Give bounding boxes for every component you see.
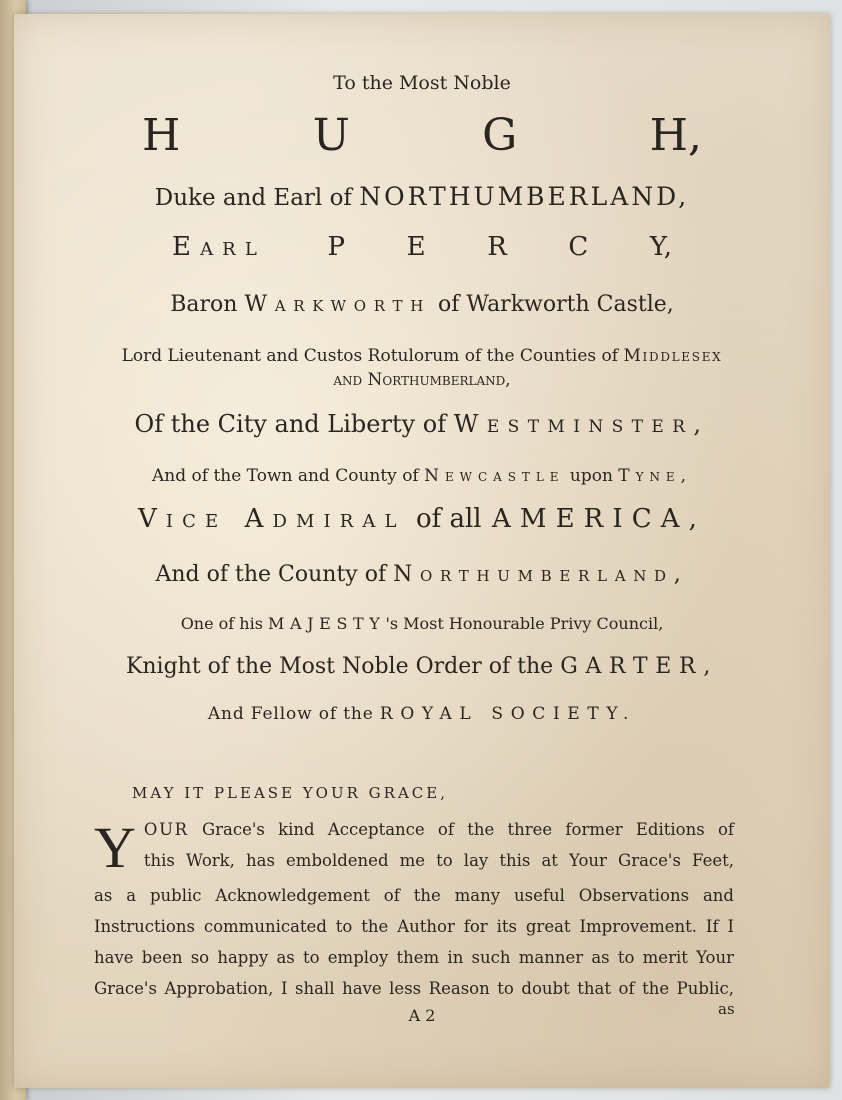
catchword: as: [718, 1000, 735, 1018]
newcastle: Newcastle: [424, 466, 565, 486]
garter-line: [14, 654, 830, 679]
vice-admiral: Vice Admiral: [138, 504, 406, 534]
garter: GARTER,: [560, 654, 719, 679]
of-all: of all: [415, 504, 482, 534]
knight-prefix: Knight of the Most Noble Order of the: [125, 654, 554, 679]
privy-prefix: One of his: [180, 614, 263, 633]
percy-letter-4: C: [568, 232, 589, 262]
county-name: Northumberland,: [393, 562, 689, 587]
letter-body: [94, 814, 734, 1004]
book-page: [14, 14, 830, 1088]
america: AMERICA,: [491, 504, 706, 534]
privy-council-line: [14, 614, 830, 633]
hugh-letter-2: U: [312, 110, 350, 161]
hugh-letter-3: G: [482, 110, 518, 161]
privy-suffix: 's Most Honourable Privy Council,: [385, 614, 664, 633]
letter-line-4: Instructions communicated to the Author for its great Improvement. If I: [94, 917, 734, 936]
signature-mark: A 2: [408, 1006, 436, 1025]
percy-letter-3: R: [487, 232, 507, 262]
majesty: MAJESTY: [268, 614, 386, 633]
royal-society: ROYAL SOCIETY.: [379, 704, 637, 724]
newcastle-line: [14, 466, 830, 486]
duke-title-line: [14, 182, 830, 211]
tyne: Tyne,: [618, 466, 692, 486]
baron-name: Warkworth: [244, 292, 431, 317]
baron-line: [14, 292, 830, 317]
westminster-line: [14, 410, 830, 438]
hugh-letter-4: H,: [649, 110, 702, 161]
letter-line-1-rest: Grace's kind Acceptance of the three former Editions of: [201, 820, 734, 839]
percy-letter-2: E: [406, 232, 426, 262]
percy-letter-1: P: [327, 232, 345, 262]
letter-line-2: this Work, has emboldened me to lay this at Your Grace's Feet,: [143, 851, 734, 870]
dedication-name-hugh: [14, 110, 830, 161]
earl-percy-line: [14, 232, 830, 262]
drop-cap: Y: [94, 815, 136, 880]
duke-name: NORTHUMBERLAND,: [359, 182, 690, 211]
lord-lieutenant-text: Lord Lieutenant and Custos Rotulorum of the Counties of: [121, 346, 619, 366]
city-prefix: Of the City and Liberty of: [134, 410, 447, 438]
upon-word: upon: [569, 466, 613, 486]
duke-prefix: Duke and Earl of: [154, 185, 352, 211]
percy-letter-5: Y,: [649, 232, 672, 262]
earl-word: Earl: [172, 232, 266, 262]
baron-suffix: of Warkworth Castle,: [437, 292, 674, 317]
baron-prefix: Baron: [170, 292, 238, 317]
royal-society-line: [14, 704, 830, 724]
westminster: Westminster,: [453, 410, 710, 438]
fellow-prefix: And Fellow of the: [207, 704, 374, 724]
letter-line-5: have been so happy as to employ them in such manner as to merit Your: [94, 948, 734, 967]
letter-line-3: as a public Acknowledgement of the many useful Observations and: [94, 886, 734, 905]
salutation: MAY IT PLEASE YOUR GRACE,: [132, 784, 448, 802]
county-line: [14, 562, 830, 587]
letter-line-1: [94, 814, 734, 845]
town-prefix: And of the Town and County of: [152, 466, 419, 486]
county-prefix: And of the County of: [155, 562, 387, 587]
middlesex: Middlesex: [623, 346, 723, 366]
dedication-opening: To the Most Noble: [333, 72, 511, 94]
letter-line-6: Grace's Approbation, I shall have less Reason to doubt that of the Public,: [94, 979, 734, 998]
vice-admiral-line: [14, 504, 830, 534]
hugh-letter-1: H: [142, 110, 181, 161]
lord-lieutenant-line: [14, 346, 830, 366]
first-word: OUR: [143, 820, 189, 839]
and-northumberland-line: and Northumberland,: [333, 370, 511, 390]
